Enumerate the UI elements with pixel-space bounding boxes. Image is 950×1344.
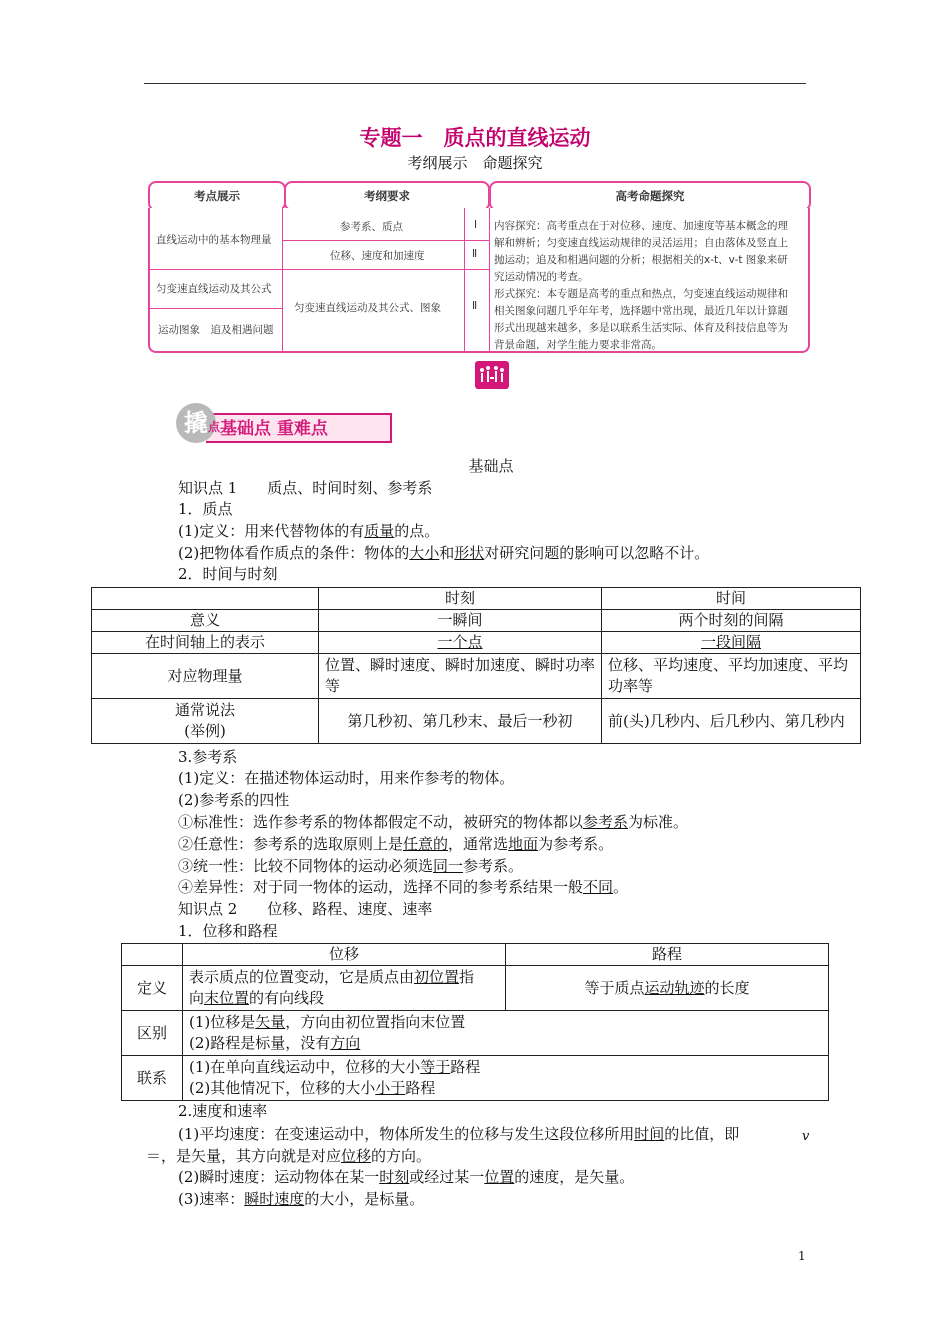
cell: (1)位移是矢量，方向由初位置指向末位置 (2)路程是标量，没有方向 bbox=[183, 1011, 829, 1056]
ref-s4: ④差异性：对于同一物体的运动，选择不同的参考系结果一般不同。 bbox=[178, 878, 629, 896]
section-banner bbox=[176, 401, 392, 441]
k2-title: 知识点 2 位移、路程、速度、速率 bbox=[178, 900, 433, 918]
row-label: 区别 bbox=[122, 1011, 183, 1056]
k2-h2: 2.速度和速率 bbox=[178, 1102, 268, 1120]
explore-line: 解和辨析；匀变速直线运动规律的灵活运用；自由落体及竖直上 bbox=[494, 237, 788, 249]
page-subtitle: 考纲展示 命题探究 bbox=[407, 154, 543, 172]
cell: 一瞬间 bbox=[319, 610, 602, 632]
overview-req-level: Ⅰ bbox=[474, 219, 478, 231]
ref-def: (1)定义：在描述物体运动时，用来作参考的物体。 bbox=[178, 769, 515, 787]
row-label: 对应物理量 bbox=[92, 654, 319, 699]
explore-line: 相关图象问题几乎年年考，选择题中常出现，最近几年以计算题 bbox=[494, 305, 788, 317]
k1-h2: 2．时间与时刻 bbox=[178, 565, 278, 583]
row-label: 定义 bbox=[122, 966, 183, 1011]
displacement-table bbox=[121, 943, 829, 1101]
col-head: 路程 bbox=[506, 944, 829, 966]
time-table bbox=[91, 587, 861, 744]
overview-head-topic: 考点展示 bbox=[194, 189, 240, 203]
overview-req-level: Ⅱ bbox=[472, 248, 478, 260]
overview-topic: 匀变速直线运动及其公式 bbox=[156, 283, 272, 295]
overview-req-item: 匀变速直线运动及其公式、图象 bbox=[294, 302, 441, 314]
page-title: 专题一 质点的直线运动 bbox=[359, 126, 591, 150]
speed-rate: (3)速率：瞬时速度的大小，是标量。 bbox=[178, 1190, 425, 1208]
k2-h1: 1．位移和路程 bbox=[178, 922, 278, 940]
row-label: 意义 bbox=[92, 610, 319, 632]
page-number: 1 bbox=[798, 1249, 806, 1263]
k1-h1: 1．质点 bbox=[178, 500, 233, 518]
explore-line: 抛运动；追及和相遇问题的分析；根据相关的x-t、v-t 图象来研 bbox=[494, 254, 788, 266]
avg-speed-2: ＝，是矢量，其方向就是对应位移的方向。 bbox=[146, 1147, 432, 1165]
row-label: 通常说法 (举例) bbox=[92, 699, 319, 744]
inst-speed: (2)瞬时速度：运动物体在某一时刻或经过某一位置的速度，是矢量。 bbox=[178, 1168, 635, 1186]
cell: 前(头)几秒内、后几秒内、第几秒内 bbox=[602, 699, 861, 744]
cell: 一段间隔 bbox=[700, 633, 761, 651]
people-icon bbox=[475, 361, 509, 389]
col-head: 时刻 bbox=[319, 588, 602, 610]
explore-line: 背景命题，对学生能力要求非常高。 bbox=[494, 339, 662, 351]
ref-four: (2)参考系的四性 bbox=[178, 791, 290, 809]
section-title: 基础点 bbox=[468, 457, 514, 475]
overview-req-item: 位移、速度和加速度 bbox=[330, 250, 425, 262]
overview-req-item: 参考系、质点 bbox=[340, 221, 403, 233]
banner-badge: 撬 bbox=[176, 403, 216, 443]
k1-cond: (2)把物体看作质点的条件：物体的大小和形状对研究问题的影响可以忽略不计。 bbox=[178, 544, 710, 562]
overview-head-explore: 高考命题探究 bbox=[615, 189, 685, 203]
avg-v: v bbox=[802, 1129, 810, 1144]
col-head: 位移 bbox=[183, 944, 506, 966]
header-rule bbox=[144, 83, 806, 84]
k1-def: (1)定义：用来代替物体的有质量的点。 bbox=[178, 522, 440, 540]
ref-s2: ②任意性：参考系的选取原则上是任意的，通常选地面为参考系。 bbox=[178, 835, 614, 853]
banner-label: 基础点 重难点 bbox=[220, 419, 328, 439]
row-label: 在时间轴上的表示 bbox=[92, 632, 319, 654]
explore-line: 形式出现越来越多，多是以联系生活实际、体育及科技信息等为 bbox=[494, 322, 788, 334]
cell: 两个时刻的间隔 bbox=[602, 610, 861, 632]
overview-topic: 直线运动中的基本物理量 bbox=[156, 234, 272, 246]
overview-head-req: 考纲要求 bbox=[364, 189, 410, 203]
cell: 一个点 bbox=[437, 633, 483, 651]
avg-speed: (1)平均速度：在变速运动中，物体所发生的位移与发生这段位移所用时间的比值，即 bbox=[178, 1125, 740, 1143]
ref-s3: ③统一性：比较不同物体的运动必须选同一参考系。 bbox=[178, 857, 524, 875]
ref-s1: ①标准性：选作参考系的物体都假定不动，被研究的物体都以参考系为标准。 bbox=[178, 813, 689, 831]
cell: 位移、平均速度、平均加速度、平均功率等 bbox=[602, 654, 861, 699]
explore-line: 内容探究：高考重点在于对位移、速度、加速度等基本概念的理 bbox=[494, 220, 788, 232]
cell: 第几秒初、第几秒末、最后一秒初 bbox=[319, 699, 602, 744]
col-head: 时间 bbox=[602, 588, 861, 610]
explore-line: 究运动情况的考查。 bbox=[494, 271, 589, 283]
cell: 位置、瞬时速度、瞬时加速度、瞬时功率等 bbox=[319, 654, 602, 699]
banner-dot: 点 bbox=[208, 420, 221, 434]
k1-title: 知识点 1 质点、时间时刻、参考系 bbox=[178, 479, 433, 497]
overview-req-level: Ⅱ bbox=[472, 300, 478, 312]
cell: (1)在单向直线运动中，位移的大小等于路程 (2)其他情况下，位移的大小小于路程 bbox=[183, 1056, 829, 1101]
cell: 等于质点运动轨迹的长度 bbox=[506, 966, 829, 1011]
k1-h3: 3.参考系 bbox=[178, 748, 238, 766]
explore-line: 形式探究：本专题是高考的重点和热点，匀变速直线运动规律和 bbox=[494, 288, 788, 300]
row-label: 联系 bbox=[122, 1056, 183, 1101]
cell: 表示质点的位置变动，它是质点由初位置指 向末位置的有向线段 bbox=[183, 966, 506, 1011]
overview-topic: 运动图象 追及相遇问题 bbox=[158, 324, 274, 336]
